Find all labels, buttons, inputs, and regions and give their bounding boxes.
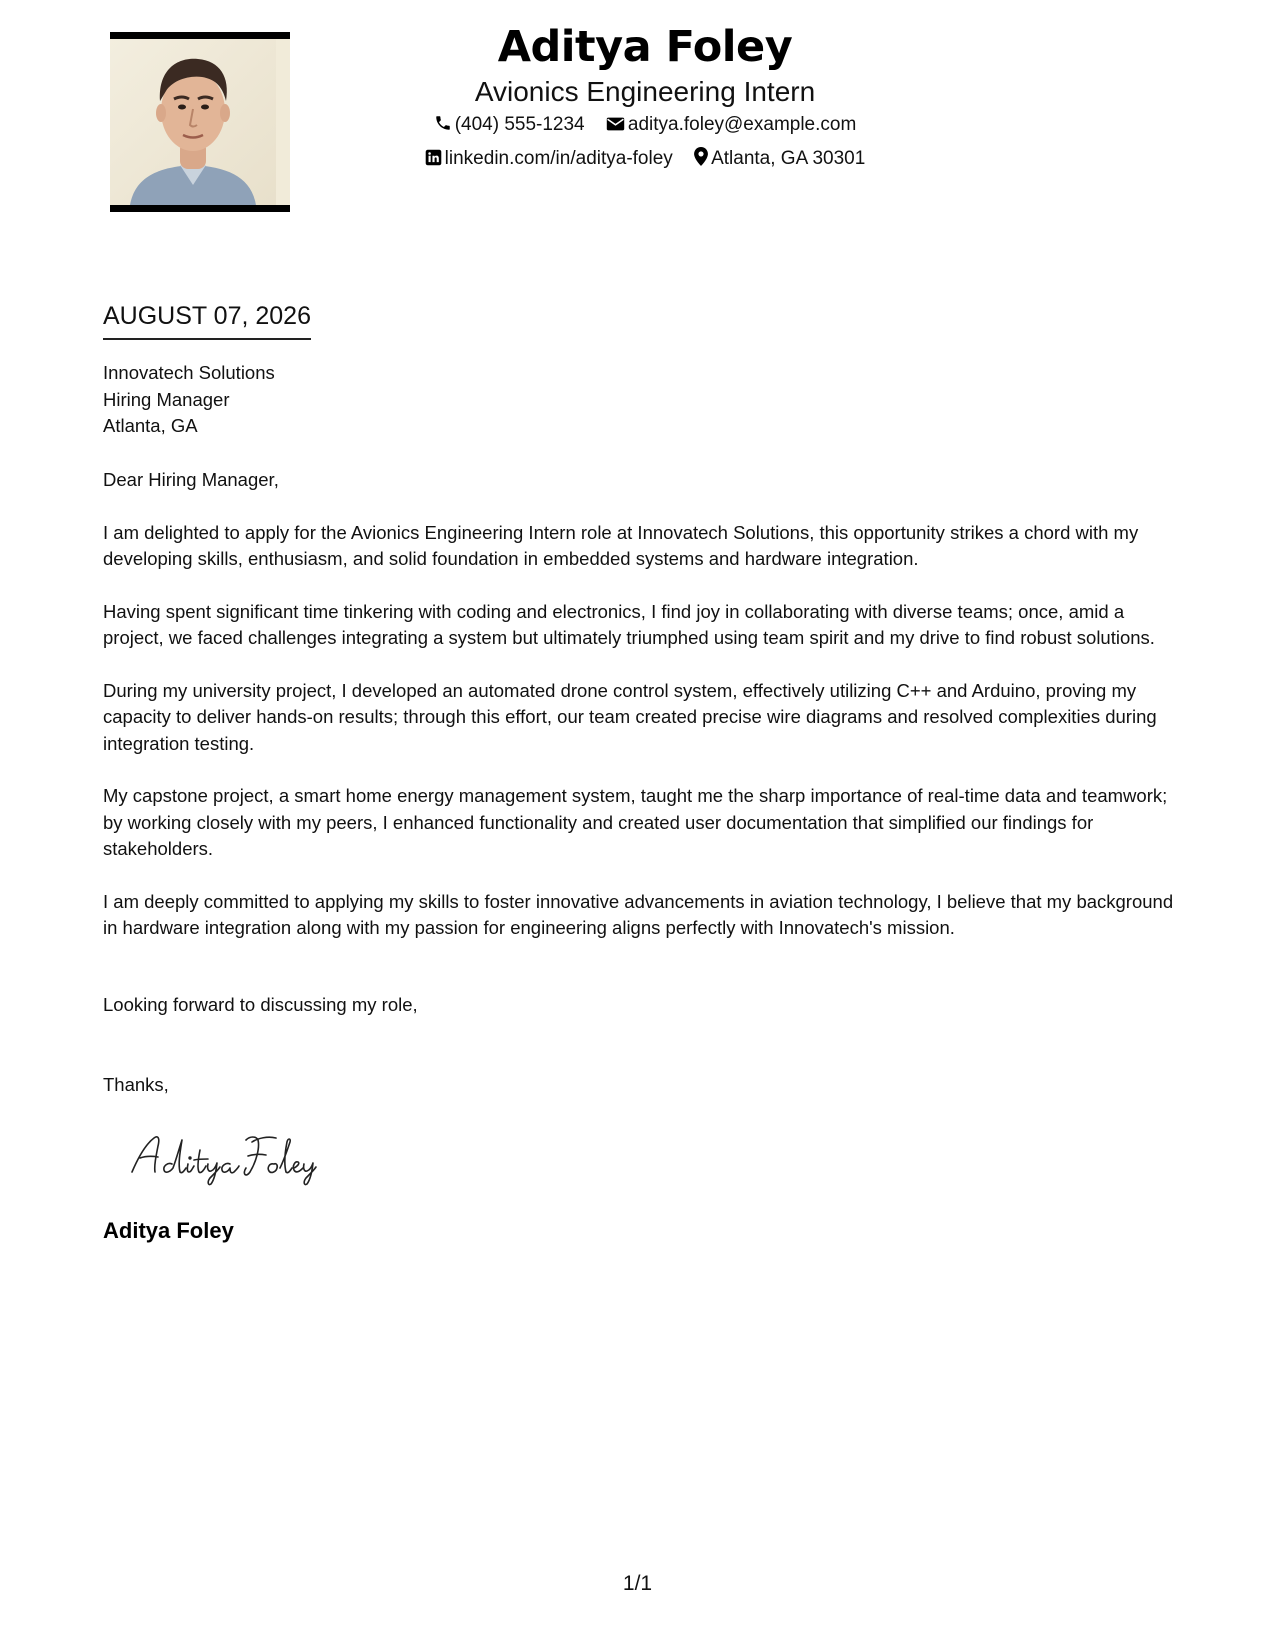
- contact-linkedin[interactable]: [425, 143, 673, 177]
- phone-text: (404) 555-1234: [454, 114, 585, 135]
- paragraph: My capstone project, a smart home energy management system, taught me the sharp importance of real-time data and teamwork; by working closely with my peers, I enhanced functionality and created user documentation that simplified our findings for stakeholders.: [103, 785, 1168, 859]
- recipient-company: Innovatech Solutions: [103, 362, 275, 383]
- map-marker-icon: [694, 145, 708, 177]
- contact-location: [694, 143, 865, 177]
- profile-photo: [110, 32, 290, 212]
- portrait-illustration: [110, 39, 276, 205]
- paragraph: During my university project, I developed an automated drone control system, effectively utilizing C++ and Arduino, proving my capacity to deliver hands-on results; through this effort, our team created precise wire diagrams and resolved complexities during integration testing.: [103, 679, 1157, 754]
- contact-row-secondary: [300, 143, 990, 177]
- signer-name: Aditya Foley: [103, 1218, 234, 1243]
- paragraph: Having spent significant time tinkering with coding and electronics, I find joy in collaborating with diverse teams; once, amid a project, we faced challenges integrating a system but ultimately triumphed using team spirit and my drive to find robust solutions.: [103, 600, 1155, 648]
- letter-date: AUGUST 07, 2026: [103, 300, 311, 340]
- thanks-line: Thanks,: [103, 1074, 169, 1095]
- applicant-title: Avionics Engineering Intern: [474, 76, 816, 107]
- paragraph: I am delighted to apply for the Avionics Engineering Intern role at Innovatech Solutions, this opportunity strikes a chord with my developing skills, enthusiasm, and solid foundation in embedded systems and hardware integration.: [103, 521, 1139, 569]
- contact-row-primary: [300, 109, 990, 143]
- linkedin-icon: [425, 145, 442, 177]
- page-number: 1/1: [622, 1572, 653, 1595]
- recipient-role: Hiring Manager: [103, 388, 230, 410]
- letter-header: [300, 20, 990, 177]
- paragraph: I am deeply committed to applying my skills to foster innovative advancements in aviation technology, I believe that my background in hardware integration along with my passion for engineering aligns perfectly with Innovatech's mission.: [103, 890, 1174, 938]
- recipient-block: [103, 360, 275, 440]
- phone-icon: [434, 111, 452, 143]
- letter-body: [103, 467, 1178, 968]
- email-text: aditya.foley@example.com: [627, 114, 857, 135]
- contact-phone[interactable]: [434, 109, 585, 143]
- recipient-location: Atlanta, GA: [103, 415, 198, 436]
- salutation: Dear Hiring Manager,: [103, 469, 279, 490]
- applicant-name: Aditya Foley: [497, 22, 793, 72]
- handwritten-signature: [128, 1128, 348, 1188]
- contact-email[interactable]: [606, 109, 856, 143]
- location-text: Atlanta, GA 30301: [711, 148, 866, 169]
- closing-line: Looking forward to discussing my role,: [103, 994, 418, 1015]
- linkedin-text: linkedin.com/in/aditya-foley: [444, 148, 673, 169]
- envelope-icon: [606, 111, 625, 143]
